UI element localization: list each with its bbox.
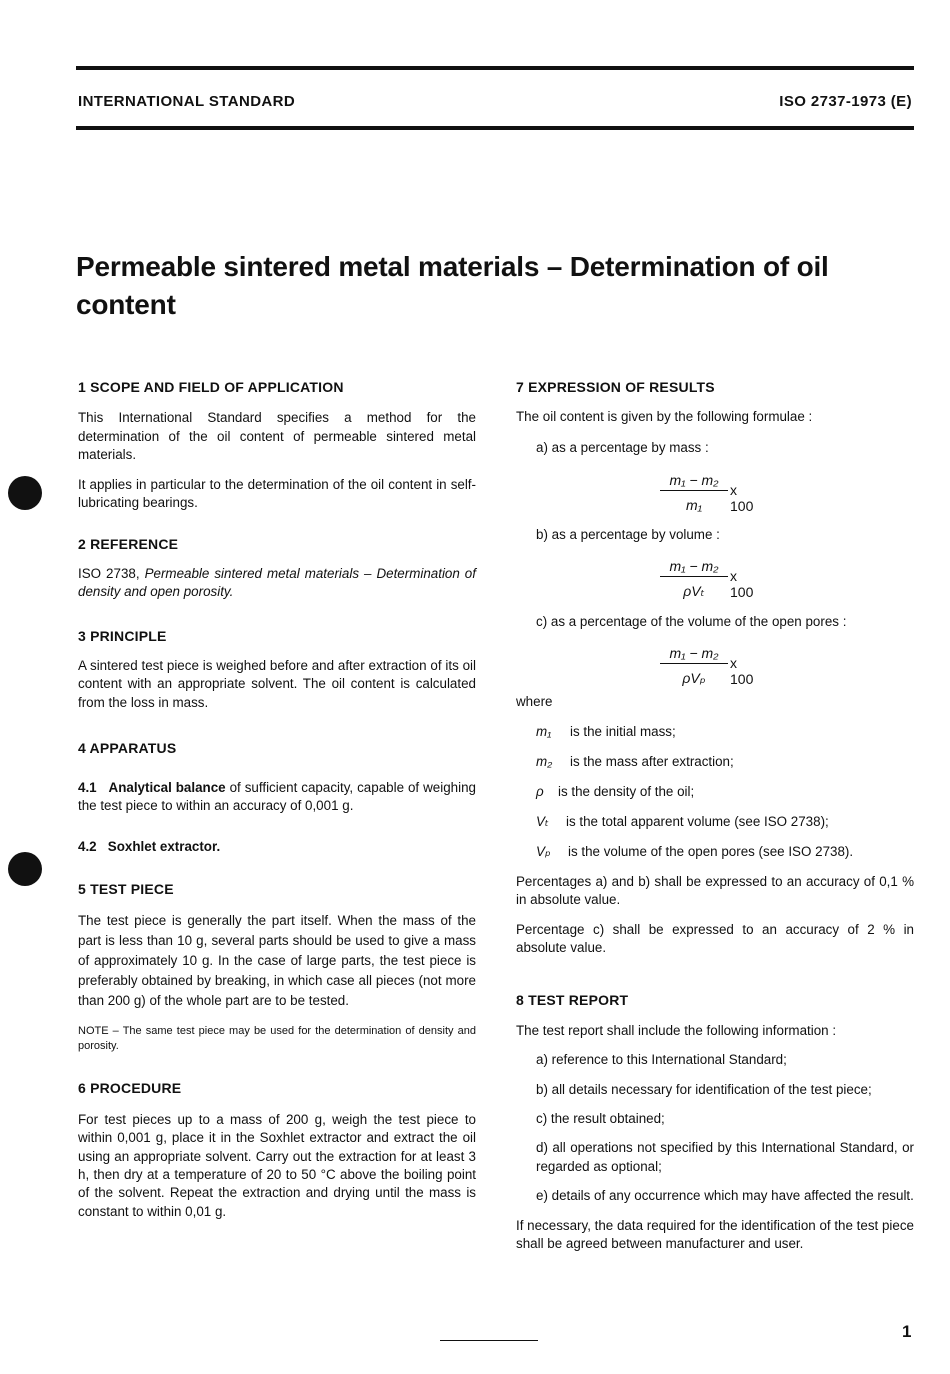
header-standard-id: ISO 2737-1973 (E): [779, 93, 912, 110]
formula-volume: [660, 558, 754, 600]
paragraph: For test pieces up to a mass of 200 g, weigh the test piece to within 0,001 g, place it in the Soxhlet extractor and extract the oil using an appropriate solvent. Carry out the extraction for at least 3 h, then dry at a temperature of 20 to 50 °C above the boiling point of the solvent. Repeat the extraction and drying until the mass is constant to within 0,01 g.: [78, 1111, 476, 1219]
section-heading: 1 SCOPE AND FIELD OF APPLICATION: [78, 379, 344, 395]
item-number: 4.2: [78, 838, 97, 854]
paragraph: The test piece is generally the part itself. When the mass of the part is less than 10 g, several parts should be used to give a mass of approximately 10 g. In the case of large parts, the test piece is preferably obtained by breaking, in which case all pieces (not more than 200 g) of the whole part are to be tested.: [78, 913, 476, 1009]
page-title: Permeable sintered metal materials – Determination of oil content: [76, 251, 829, 320]
definition-symbol: Vₚ: [536, 844, 551, 860]
list-item: b) all details necessary for identification of the test piece;: [536, 1081, 872, 1097]
section-heading: 5 TEST PIECE: [78, 880, 174, 897]
paragraph: Percentages a) and b) shall be expressed to an accuracy of 0,1 % in absolute value.: [516, 873, 914, 908]
paragraph: The oil content is given by the following formulae :: [516, 409, 813, 425]
right-column: [516, 378, 914, 457]
formula-multiplier: x 100: [730, 482, 754, 514]
section-heading: 7 EXPRESSION OF RESULTS: [516, 379, 715, 395]
list-item: d) all operations not specified by this International Standard, or regarded as optional;: [536, 1140, 914, 1174]
list-item: e) details of any occurrence which may have affected the result.: [536, 1188, 914, 1204]
reference-id: ISO 2738,: [78, 565, 140, 581]
list-item: c) the result obtained;: [536, 1111, 665, 1127]
formula-label: c) as a percentage of the volume of the open pores :: [536, 614, 847, 629]
binder-hole: [8, 852, 42, 886]
variable-definitions: [516, 723, 914, 861]
formula-denominator: ρVₚ: [682, 670, 706, 686]
page-number: 1: [902, 1322, 912, 1341]
formula-label: b) as a percentage by volume :: [536, 527, 720, 542]
definition-row: [536, 813, 914, 831]
item-text: of sufficient capacity, capable of weighing the test piece to within an accuracy of 0,001 g.: [78, 779, 476, 814]
definition-symbol: Vₜ: [536, 814, 549, 830]
definition-symbol: m₁: [536, 724, 552, 740]
formula-numerator: m₁ − m₂: [669, 645, 719, 661]
definition-symbol: ρ: [536, 784, 544, 800]
definition-text: is the mass after extraction;: [570, 754, 734, 770]
definition-row: [536, 783, 914, 801]
definition-symbol: m₂: [536, 754, 553, 770]
fraction-bar: [660, 663, 728, 664]
paragraph: This International Standard specifies a method for the determination of the oil content of permeable sintered metal materials.: [78, 410, 476, 463]
reference-entry: [78, 565, 476, 602]
formula-label-block: [536, 526, 914, 544]
formula-mass: [660, 472, 754, 514]
section-heading: 6 PROCEDURE: [78, 1080, 182, 1097]
reference-title: Permeable sintered metal materials – Determination of density and open porosity.: [78, 565, 476, 600]
header-standard-label: INTERNATIONAL STANDARD: [78, 93, 296, 110]
formula-denominator: m₁: [685, 497, 703, 513]
binder-hole: [8, 476, 42, 510]
definition-row: [536, 843, 914, 861]
definition-text: is the initial mass;: [570, 724, 676, 740]
section-heading: 4 APPARATUS: [78, 740, 177, 757]
left-column: [78, 378, 476, 1221]
paragraph: A sintered test piece is weighed before and after extraction of its oil content with an appropriate solvent. The oil content is calculated from the loss in mass.: [78, 658, 476, 710]
header-top-rule: [76, 66, 914, 70]
definition-row: [536, 723, 914, 741]
paragraph: The test report shall include the following information :: [516, 1022, 837, 1038]
paragraph: It applies in particular to the determination of the oil content in self-lubricating bearings.: [78, 476, 476, 511]
list-item: a) reference to this International Standard;: [536, 1052, 787, 1068]
where-label: where: [516, 694, 553, 709]
formula-numerator: m₁ − m₂: [669, 472, 719, 488]
apparatus-item: [78, 779, 476, 816]
note: NOTE – The same test piece may be used for the determination of density and porosity.: [78, 1025, 476, 1053]
apparatus-item: [78, 838, 476, 856]
footer-rule: [440, 1340, 538, 1341]
formula-multiplier: x 100: [730, 655, 754, 687]
formula-open-pores: [660, 645, 754, 687]
header-bottom-rule: [76, 126, 914, 130]
definition-text: is the density of the oil;: [558, 784, 695, 800]
definition-text: is the total apparent volume (see ISO 2738);: [566, 814, 829, 830]
section-heading: 2 REFERENCE: [78, 536, 179, 553]
fraction-bar: [660, 576, 728, 577]
formula-label: a) as a percentage by mass :: [536, 439, 709, 455]
report-items: [516, 1051, 914, 1205]
formula-multiplier: x 100: [730, 568, 754, 600]
paragraph: If necessary, the data required for the identification of the test piece shall be agreed between manufacturer and user.: [516, 1217, 914, 1252]
formula-label-block: [536, 613, 914, 631]
definition-text: is the volume of the open pores (see ISO 2738).: [568, 844, 854, 860]
right-column-continued: [516, 693, 914, 1254]
item-label: Analytical balance: [108, 779, 226, 795]
formula-denominator: ρVₜ: [683, 583, 705, 599]
item-label: Soxhlet extractor.: [107, 838, 221, 854]
section-heading: 8 TEST REPORT: [516, 992, 629, 1009]
formula-numerator: m₁ − m₂: [669, 558, 719, 574]
paragraph: Percentage c) shall be expressed to an accuracy of 2 % in absolute value.: [516, 921, 914, 956]
item-number: 4.1: [78, 779, 97, 795]
definition-row: [536, 753, 914, 771]
section-heading: 3 PRINCIPLE: [78, 627, 167, 644]
fraction-bar: [660, 490, 728, 491]
